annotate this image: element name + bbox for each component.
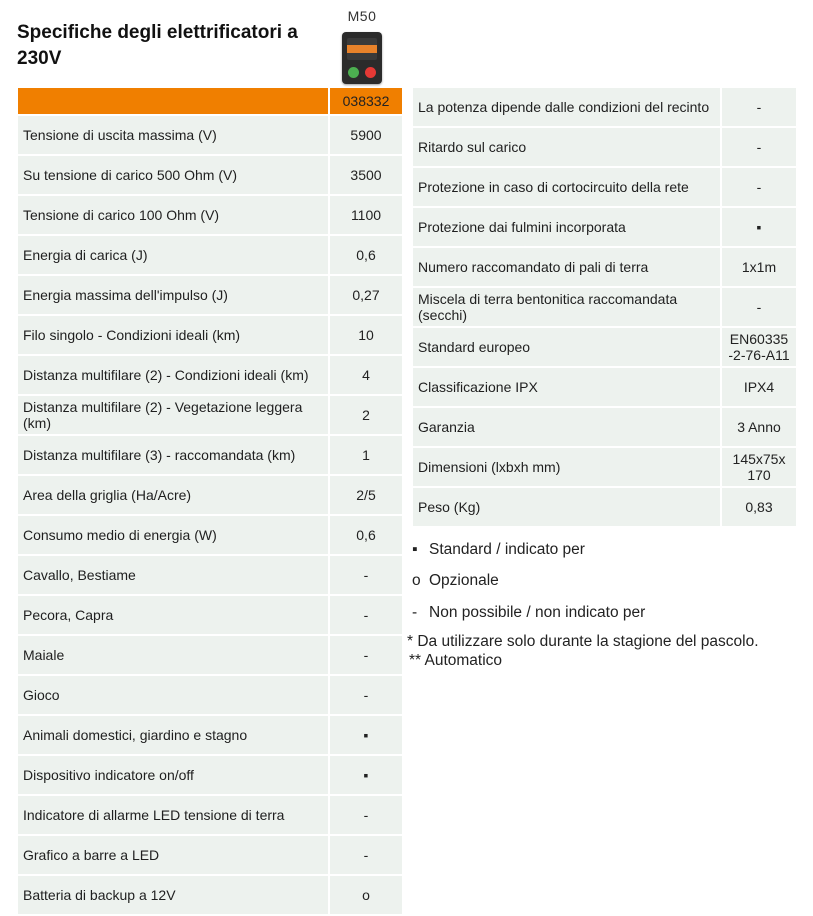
spec-value: 10	[330, 316, 402, 354]
table-row	[18, 196, 402, 234]
table-row	[18, 156, 402, 194]
spec-value: -	[722, 288, 796, 326]
spec-label: Area della griglia (Ha/Acre)	[18, 476, 328, 514]
spec-value: ▪	[722, 208, 796, 246]
table-row	[18, 836, 402, 874]
spec-value: 5900	[330, 116, 402, 154]
spec-value: -	[722, 168, 796, 206]
spec-value: EN60335 -2-76-A11	[722, 328, 796, 366]
table-row	[18, 716, 402, 754]
table-row	[18, 356, 402, 394]
spec-value: -	[330, 836, 402, 874]
spec-label: Cavallo, Bestiame	[18, 556, 328, 594]
spec-label: Energia di carica (J)	[18, 236, 328, 274]
table-row	[18, 596, 402, 634]
spec-value: 0,6	[330, 236, 402, 274]
table-row	[18, 876, 402, 914]
spec-value: -	[330, 676, 402, 714]
energizer-product-image	[342, 32, 382, 84]
spec-value: 2	[330, 396, 402, 434]
spec-label: Batteria di backup a 12V	[18, 876, 328, 914]
spec-value: 0,27	[330, 276, 402, 314]
spec-label: Standard europeo	[413, 328, 720, 366]
spec-label: Distanza multifilare (2) - Vegetazione leggera (km)	[18, 396, 328, 434]
spec-value: 1	[330, 436, 402, 474]
table-row	[18, 756, 402, 794]
display-icon	[347, 38, 377, 60]
spec-value: ▪	[330, 756, 402, 794]
table-row	[18, 116, 402, 154]
table-row	[18, 556, 402, 594]
table-row	[18, 676, 402, 714]
table-row	[18, 276, 402, 314]
legend-item	[412, 534, 645, 566]
legend-symbol: ▪	[412, 540, 418, 558]
spec-label: Maiale	[18, 636, 328, 674]
table-row	[413, 248, 796, 286]
spec-value: -	[330, 556, 402, 594]
table-row	[18, 436, 402, 474]
spec-table-right	[411, 86, 798, 528]
spec-value: -	[330, 636, 402, 674]
footnote: ** Automatico	[409, 652, 503, 669]
table-row	[413, 168, 796, 206]
spec-table-left	[16, 86, 404, 916]
spec-value: -	[722, 128, 796, 166]
header-row	[18, 88, 402, 114]
legend-item	[412, 566, 645, 598]
spec-value: 3500	[330, 156, 402, 194]
spec-label: Protezione dai fulmini incorporata	[413, 208, 720, 246]
spec-label: Miscela di terra bentonitica raccomandata (secchi)	[413, 288, 720, 326]
table-row	[18, 796, 402, 834]
spec-value: -	[722, 88, 796, 126]
spec-value: 0,83	[722, 488, 796, 526]
spec-value: 3 Anno	[722, 408, 796, 446]
spec-label: Protezione in caso di cortocircuito della rete	[413, 168, 720, 206]
spec-label: Distanza multifilare (2) - Condizioni ideali (km)	[18, 356, 328, 394]
spec-value: 145x75x 170	[722, 448, 796, 486]
spec-value: -	[330, 796, 402, 834]
table-row	[413, 88, 796, 126]
spec-label: Numero raccomandato di pali di terra	[413, 248, 720, 286]
legend-text: Standard / indicato per	[429, 540, 585, 558]
article-number: 038332	[330, 88, 402, 114]
spec-label: Indicatore di allarme LED tensione di terra	[18, 796, 328, 834]
spec-label: Energia massima dell'impulso (J)	[18, 276, 328, 314]
spec-label: Ritardo sul carico	[413, 128, 720, 166]
legend-symbol: -	[412, 603, 418, 621]
spec-value: 1x1m	[722, 248, 796, 286]
spec-label: Classificazione IPX	[413, 368, 720, 406]
table-row	[413, 448, 796, 486]
spec-label: Dimensioni (lxbxh mm)	[413, 448, 720, 486]
footnote: * Da utilizzare solo durante la stagione del pascolo.	[407, 633, 759, 650]
legend-symbol: o	[412, 572, 421, 590]
spec-label: Su tensione di carico 500 Ohm (V)	[18, 156, 328, 194]
spec-value: 4	[330, 356, 402, 394]
spec-label: Gioco	[18, 676, 328, 714]
legend-text: Opzionale	[429, 572, 499, 590]
page-title: Specifiche degli elettrificatori a 230V	[17, 22, 298, 69]
spec-label: Tensione di uscita massima (V)	[18, 116, 328, 154]
header-label-cell	[18, 88, 328, 114]
spec-value: 1100	[330, 196, 402, 234]
table-row	[18, 236, 402, 274]
spec-label: Dispositivo indicatore on/off	[18, 756, 328, 794]
spec-label: Grafico a barre a LED	[18, 836, 328, 874]
spec-label: La potenza dipende dalle condizioni del recinto	[413, 88, 720, 126]
table-row	[18, 316, 402, 354]
spec-label: Consumo medio di energia (W)	[18, 516, 328, 554]
spec-value: -	[330, 596, 402, 634]
model-label: M50	[347, 8, 377, 24]
spec-value: o	[330, 876, 402, 914]
table-row	[413, 328, 796, 366]
footnotes	[407, 632, 759, 670]
spec-label: Peso (Kg)	[413, 488, 720, 526]
spec-label: Animali domestici, giardino e stagno	[18, 716, 328, 754]
spec-value: ▪	[330, 716, 402, 754]
table-row	[18, 516, 402, 554]
green-button-icon	[348, 67, 359, 78]
spec-value: IPX4	[722, 368, 796, 406]
spec-value: 0,6	[330, 516, 402, 554]
table-row	[18, 476, 402, 514]
table-row	[413, 288, 796, 326]
table-row	[413, 408, 796, 446]
spec-label: Pecora, Capra	[18, 596, 328, 634]
spec-label: Distanza multifilare (3) - raccomandata (km)	[18, 436, 328, 474]
table-row	[413, 368, 796, 406]
table-row	[413, 208, 796, 246]
table-row	[18, 396, 402, 434]
spec-value: 2/5	[330, 476, 402, 514]
spec-label: Garanzia	[413, 408, 720, 446]
table-row	[18, 636, 402, 674]
table-row	[413, 488, 796, 526]
table-row	[413, 128, 796, 166]
legend-item	[412, 597, 645, 629]
legend-text: Non possibile / non indicato per	[429, 603, 646, 621]
spec-label: Filo singolo - Condizioni ideali (km)	[18, 316, 328, 354]
spec-label: Tensione di carico 100 Ohm (V)	[18, 196, 328, 234]
red-button-icon	[365, 67, 376, 78]
legend	[412, 534, 645, 629]
